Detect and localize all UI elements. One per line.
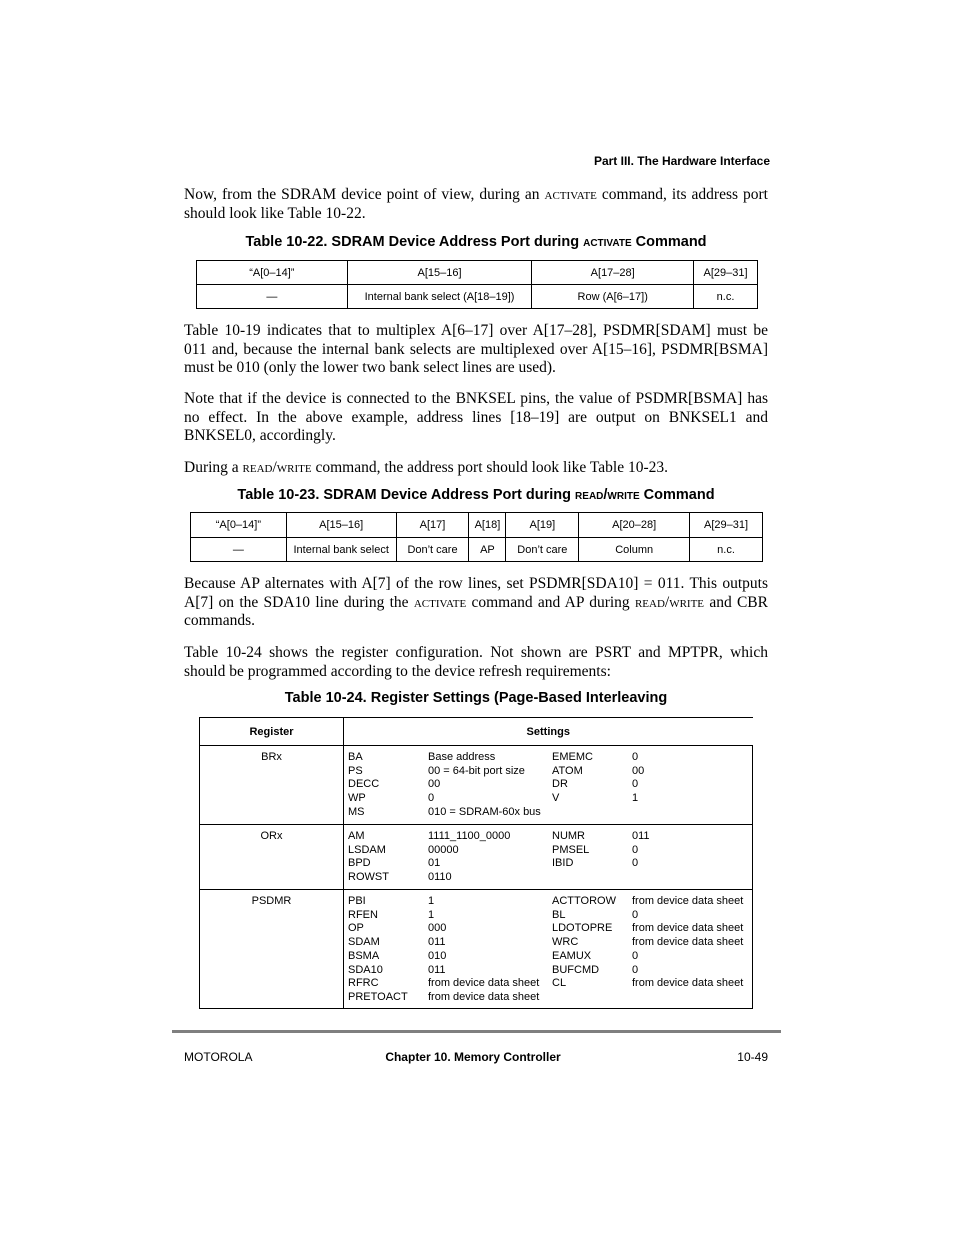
register-cell: PSDMR bbox=[200, 890, 344, 1009]
table-10-22-caption: Table 10-22. SDRAM Device Address Port during activate Command bbox=[245, 234, 707, 250]
footer-page-number: 10-49 bbox=[737, 1050, 768, 1064]
table-10-24-caption: Table 10-24. Register Settings (Page-Based Interleaving bbox=[284, 690, 668, 706]
table-row bbox=[200, 890, 753, 1009]
running-header: Part III. The Hardware Interface bbox=[593, 154, 770, 168]
table-cell: n.c. bbox=[694, 285, 758, 309]
settings-cell bbox=[344, 825, 753, 890]
table-cell: Row (A[6–17]) bbox=[532, 285, 694, 309]
footer-publisher: MOTOROLA bbox=[184, 1050, 253, 1064]
table-cell: Internal bank select bbox=[286, 538, 396, 562]
table-header-cell: A[18] bbox=[469, 513, 506, 538]
table-header-cell: A[19] bbox=[506, 513, 579, 538]
table-10-23 bbox=[190, 512, 763, 562]
table-cell: Don’t care bbox=[396, 538, 469, 562]
table-header-cell: A[29–31] bbox=[694, 261, 758, 285]
table-header-cell: A[15–16] bbox=[286, 513, 396, 538]
table-row bbox=[191, 538, 763, 562]
settings-cell bbox=[344, 890, 753, 1009]
setting-field-values: Base address 00 = 64-bit port size 00 0 010 = SDRAM-60x bus bbox=[428, 751, 541, 818]
table-header-row bbox=[191, 513, 763, 538]
table-header-cell: Settings bbox=[344, 718, 753, 746]
setting-field-names: AM LSDAM BPD ROWST bbox=[348, 830, 389, 884]
setting-field-values: 011 0 0 bbox=[632, 830, 650, 870]
register-cell: ORx bbox=[200, 825, 344, 890]
setting-field-values: from device data sheet 0 from device data sheet from device data sheet 0 0 from device data sheet bbox=[632, 895, 744, 990]
table-row bbox=[200, 746, 753, 825]
setting-field-names: BA PS DECC WP MS bbox=[348, 751, 380, 818]
table-cell: AP bbox=[469, 538, 506, 562]
table-header-row bbox=[197, 261, 758, 285]
table-header-cell: Register bbox=[200, 718, 344, 746]
table-row bbox=[200, 825, 753, 890]
table-cell: Internal bank select (A[18–19]) bbox=[347, 285, 532, 309]
setting-field-names: NUMR PMSEL IBID bbox=[552, 830, 590, 870]
paragraph-activate-intro: Now, from the SDRAM device point of view, during an activate command, its address port should look like Table 10-22. bbox=[184, 186, 768, 222]
footer-chapter: Chapter 10. Memory Controller bbox=[385, 1050, 561, 1064]
setting-field-names: ACTTOROW BL LDOTOPRE WRC EAMUX BUFCMD CL bbox=[552, 895, 616, 990]
setting-field-names: EMEMC ATOM DR V bbox=[552, 751, 593, 805]
table-row bbox=[197, 285, 758, 309]
paragraph-multiplex: Table 10-19 indicates that to multiplex A[6–17] over A[17–28], PSDMR[SDAM] must be 011 and, because the internal bank selects are multiplexed over A[15–16], PSDMR[BSMA] must be 010 (only the lower two bank select lines are used). bbox=[184, 322, 768, 376]
table-10-23-caption: Table 10-23. SDRAM Device Address Port during read/write Command bbox=[237, 487, 715, 503]
setting-field-values: 1111_1100_0000 00000 01 0110 bbox=[428, 830, 511, 884]
table-header-cell: A[15–16] bbox=[347, 261, 532, 285]
table-cell: Don’t care bbox=[506, 538, 579, 562]
table-cell: — bbox=[197, 285, 348, 309]
paragraph-read-write-intro: During a read/write command, the address port should look like Table 10-23. bbox=[184, 459, 668, 476]
table-10-24 bbox=[199, 717, 753, 1009]
table-cell: n.c. bbox=[690, 538, 763, 562]
register-cell: BRx bbox=[200, 746, 344, 825]
paragraph-sda10: Because AP alternates with A[7] of the row lines, set PSDMR[SDA10] = 011. This outputs A[7] on the SDA10 line during the activate command and AP during read/write and CBR commands. bbox=[184, 575, 768, 629]
table-header-cell: A[17–28] bbox=[532, 261, 694, 285]
setting-field-values: 0 00 0 1 bbox=[632, 751, 645, 805]
table-header-cell: “A[0–14]” bbox=[197, 261, 348, 285]
table-header-cell: A[29–31] bbox=[690, 513, 763, 538]
settings-cell bbox=[344, 746, 753, 825]
table-header-cell: “A[0–14]” bbox=[191, 513, 287, 538]
table-10-22 bbox=[196, 260, 758, 309]
table-header-cell: A[17] bbox=[396, 513, 469, 538]
setting-field-names: PBI RFEN OP SDAM BSMA SDA10 RFRC PRETOACT bbox=[348, 895, 408, 1003]
table-cell: Column bbox=[579, 538, 690, 562]
footer-rule bbox=[172, 1030, 781, 1033]
table-header-cell: A[20–28] bbox=[579, 513, 690, 538]
paragraph-register-config: Table 10-24 shows the register configuration. Not shown are PSRT and MPTPR, which should be programmed according to the device refresh requirements: bbox=[184, 644, 768, 680]
table-cell: — bbox=[191, 538, 287, 562]
setting-field-values: 1 1 000 011 010 011 from device data sheet from device data sheet bbox=[428, 895, 540, 1003]
paragraph-bnksel: Note that if the device is connected to the BNKSEL pins, the value of PSDMR[BSMA] has no effect. In the above example, address lines [18–19] are output on BNKSEL1 and BNKSEL0, accordingly. bbox=[184, 390, 768, 444]
table-header-row bbox=[200, 718, 753, 746]
